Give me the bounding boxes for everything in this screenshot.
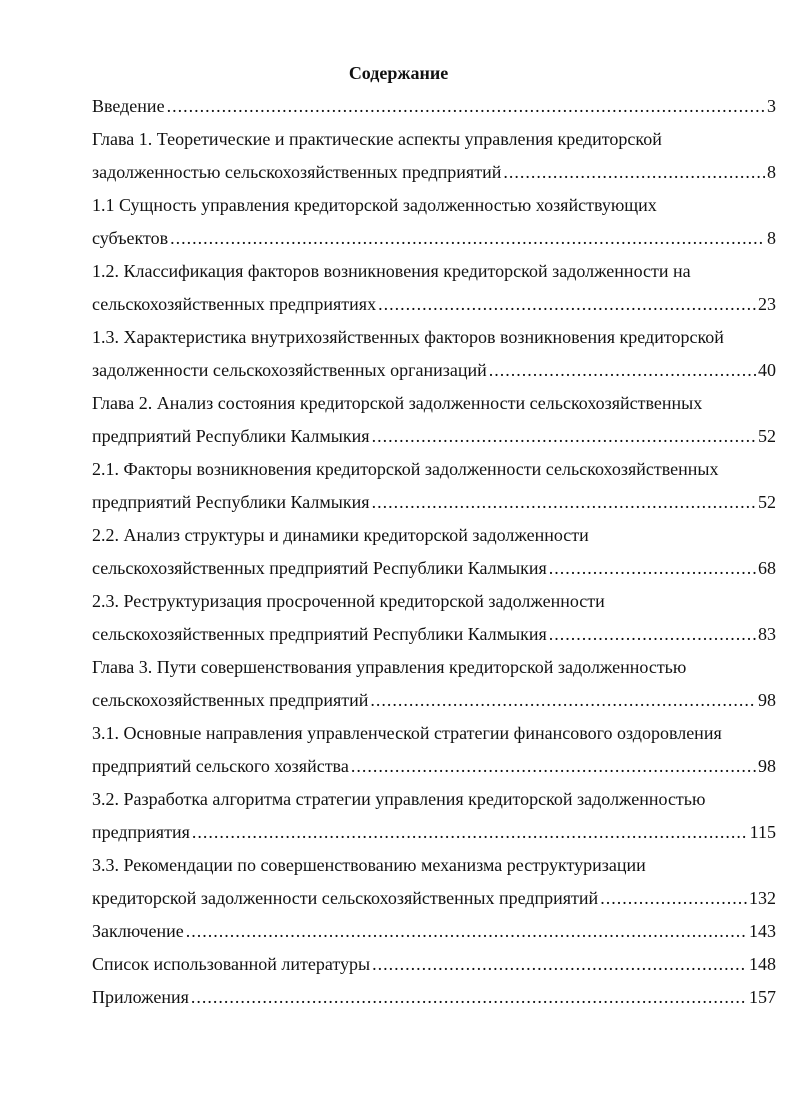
toc-page-number: 52 <box>758 492 776 512</box>
toc-entry-text: Приложения <box>92 987 189 1007</box>
toc-entry-text: Глава 1. Теоретические и практические аспекты управления кредиторской <box>92 129 662 149</box>
toc-page-number: 148 <box>749 954 776 974</box>
dot-leader <box>167 96 765 116</box>
toc-entry-line <box>92 393 776 426</box>
toc-entry-line <box>92 558 776 591</box>
page-title: Содержание <box>348 63 449 83</box>
toc-entry-line <box>92 855 776 888</box>
dot-leader <box>372 492 756 512</box>
toc-entry-line <box>92 195 776 228</box>
toc-page-number: 98 <box>758 756 776 776</box>
toc-entry-text: Глава 3. Пути совершенствования управления кредиторской задолженностью <box>92 657 687 677</box>
toc-page-number: 3 <box>767 96 776 116</box>
toc-entry-line <box>92 360 776 393</box>
toc-entry-text: Заключение <box>92 921 184 941</box>
toc-entry-text: Глава 2. Анализ состояния кредиторской задолженности сельскохозяйственных <box>92 393 703 413</box>
toc-entry-text: предприятий сельского хозяйства <box>92 756 349 776</box>
toc-entry-text: Список использованной литературы <box>92 954 371 974</box>
dot-leader <box>192 822 748 842</box>
toc-entry-line <box>92 426 776 459</box>
toc-page-number: 68 <box>758 558 776 578</box>
toc-entry-line <box>92 921 776 954</box>
toc-entry-text: 3.2. Разработка алгоритма стратегии управления кредиторской задолженностью <box>92 789 706 809</box>
dot-leader <box>549 624 756 644</box>
toc-entry-line <box>92 888 776 921</box>
toc-entry-line <box>92 228 776 261</box>
toc-entry-text: задолженности сельскохозяйственных организаций <box>92 360 487 380</box>
toc-entry-line <box>92 129 776 162</box>
toc-entry-line <box>92 162 776 195</box>
toc-page-number: 143 <box>749 921 776 941</box>
toc-entry-text: задолженностью сельскохозяйственных предприятий <box>92 162 502 182</box>
toc-entry-text: 2.2. Анализ структуры и динамики кредиторской задолженности <box>92 525 589 545</box>
toc-entry-text: предприятий Республики Калмыкия <box>92 426 370 446</box>
toc-entry-text: предприятия <box>92 822 190 842</box>
toc-entry-text: кредиторской задолженности сельскохозяйственных предприятий <box>92 888 599 908</box>
dot-leader <box>489 360 756 380</box>
toc-entry-line <box>92 690 776 723</box>
toc-page-number: 157 <box>749 987 776 1007</box>
toc-entry-text: сельскохозяйственных предприятиях <box>92 294 377 314</box>
toc-entry-text: 1.2. Классификация факторов возникновения кредиторской задолженности на <box>92 261 691 281</box>
dot-leader <box>372 954 747 974</box>
toc-entry-line <box>92 657 776 690</box>
dot-leader <box>191 987 747 1007</box>
toc-page-number: 115 <box>749 822 776 842</box>
toc-entry-text: 3.3. Рекомендации по совершенствованию механизма реструктуризации <box>92 855 646 875</box>
toc-entry-text: сельскохозяйственных предприятий <box>92 690 369 710</box>
toc-entry-line <box>92 987 776 1020</box>
toc-page-number: 52 <box>758 426 776 446</box>
dot-leader <box>170 228 765 248</box>
toc-page-number: 8 <box>767 162 776 182</box>
toc-page-number: 8 <box>767 228 776 248</box>
toc-page-number: 83 <box>758 624 776 644</box>
toc-entry-line <box>92 96 776 129</box>
toc-entry-line <box>92 822 776 855</box>
toc-entry-text: 1.3. Характеристика внутрихозяйственных факторов возникновения кредиторской <box>92 327 724 347</box>
toc-entry-line <box>92 954 776 987</box>
toc-page-number: 132 <box>749 888 776 908</box>
dot-leader <box>370 690 756 710</box>
toc-page-number: 40 <box>758 360 776 380</box>
dot-leader <box>186 921 747 941</box>
toc-entry-line <box>92 294 776 327</box>
toc-entry-line <box>92 756 776 789</box>
toc-entry-text: Введение <box>92 96 165 116</box>
toc-entry-text: 1.1 Сущность управления кредиторской задолженностью хозяйствующих <box>92 195 657 215</box>
toc-entry-line <box>92 723 776 756</box>
toc-entry-text: 2.3. Реструктуризация просроченной кредиторской задолженности <box>92 591 605 611</box>
toc-page-number: 98 <box>758 690 776 710</box>
toc-entry-line <box>92 492 776 525</box>
toc-entry-text: 2.1. Факторы возникновения кредиторской задолженности сельскохозяйственных <box>92 459 719 479</box>
toc-entry-line <box>92 525 776 558</box>
toc-entry-line <box>92 624 776 657</box>
toc-entry-text: субъектов <box>92 228 169 248</box>
toc-entry-line <box>92 789 776 822</box>
toc-entry-line <box>92 261 776 294</box>
dot-leader <box>549 558 756 578</box>
toc-entry-line <box>92 327 776 360</box>
toc-entry-text: сельскохозяйственных предприятий Республики Калмыкия <box>92 624 547 644</box>
toc-entry-text: предприятий Республики Калмыкия <box>92 492 370 512</box>
toc-entry-line <box>92 459 776 492</box>
toc-entry-line <box>92 591 776 624</box>
dot-leader <box>503 162 765 182</box>
table-of-contents <box>92 96 776 1020</box>
toc-entry-text: сельскохозяйственных предприятий Республики Калмыкия <box>92 558 547 578</box>
dot-leader <box>351 756 756 776</box>
dot-leader <box>372 426 756 446</box>
dot-leader <box>378 294 756 314</box>
toc-entry-text: 3.1. Основные направления управленческой стратегии финансового оздоровления <box>92 723 722 743</box>
dot-leader <box>600 888 747 908</box>
toc-page-number: 23 <box>758 294 776 314</box>
